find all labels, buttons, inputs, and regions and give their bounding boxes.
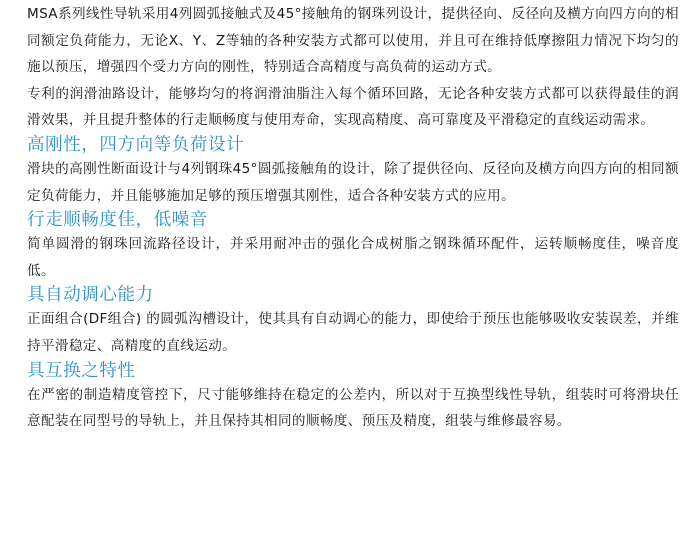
section-body-smoothness: 简单圆滑的钢珠回流路径设计，并采用耐冲击的强化合成树脂之钢珠循环配件，运转顺畅度佳，噪音度低。 [27, 236, 679, 279]
section-heading-interchangeability: 具互换之特性 [27, 360, 136, 381]
document-body [27, 0, 679, 435]
intro-paragraph-1: MSA系列线性导轨采用4列圆弧接触式及45°接触角的钢珠列设计，提供径向、反径向及横方向四方向的相同额定负荷能力，无论X、Y、Z等轴的各种安装方式都可以使用，并且可在维持低摩擦阻力情况下均匀的施以预压，增强四个受力方向的刚性，特别适合高精度与高负荷的运动方式。 [27, 6, 679, 76]
section-body-self-alignment: 正面组合(DF组合) 的圆弧沟槽设计，使其具有自动调心的能力，即使给于预压也能够吸收安装误差，并维持平滑稳定、高精度的直线运动。 [27, 311, 679, 354]
intro-paragraph-2: 专利的润滑油路设计，能够均匀的将润滑油脂注入每个循环回路，无论各种安装方式都可以获得最佳的润滑效果，并且提升整体的行走顺畅度与使用寿命，实现高精度、高可靠度及平滑稳定的直线运动需求。 [27, 85, 679, 129]
section-heading-self-alignment: 具自动调心能力 [27, 285, 154, 306]
section-heading-smoothness: 行走顺畅度佳，低噪音 [27, 210, 208, 231]
section-body-interchangeability: 在严密的制造精度管控下，尺寸能够维持在稳定的公差内，所以对于互换型线性导轨，组装时可将滑块任意配装在同型号的导轨上，并且保持其相同的顺畅度、预压及精度，组装与维修最容易。 [27, 386, 679, 430]
section-body-rigidity: 滑块的高刚性断面设计与4列钢珠45°圆弧接触角的设计，除了提供径向、反径向及横方向四方向的相同额定负荷能力，并且能够施加足够的预压增强其刚性，适合各种安装方式的应用。 [27, 160, 679, 204]
section-heading-rigidity: 高刚性，四方向等负荷设计 [27, 134, 245, 155]
